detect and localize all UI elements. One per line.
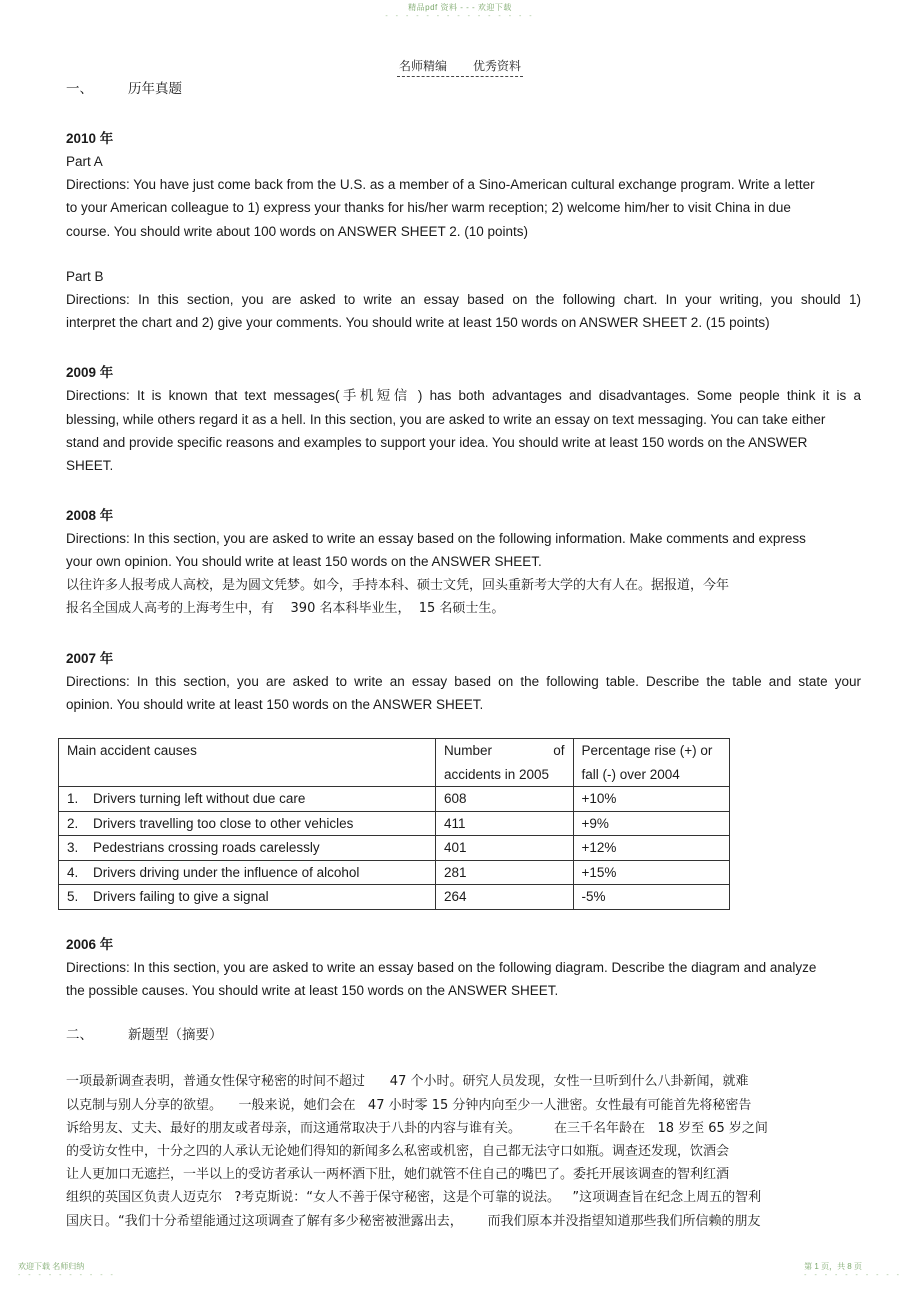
table-row — [59, 885, 730, 910]
row-number: 5. — [67, 889, 79, 905]
2007-line-2: opinion. You should write at least 150 words on the ANSWER SHEET. — [66, 697, 484, 713]
header-right: 优秀资料 — [473, 59, 522, 73]
page-number: 第 1 页，共 8 页 — [804, 1262, 862, 1271]
row-percentage: +10% — [573, 787, 730, 812]
2010-a-line-1: Directions: You have just come back from the U.S. as a member of a Sino-American cultural exchange program. Write a letter — [66, 177, 815, 193]
2006-line-1: Directions: In this section, you are asked to write an essay based on the following diagram. Describe the diagram and analyze — [66, 959, 817, 975]
row-number: 2. — [67, 815, 79, 831]
row-number: 4. — [67, 864, 79, 880]
2009-line-2: blessing, while others regard it as a hell. In this section, you are asked to write an essay on text messaging. You can take either — [66, 411, 826, 427]
section-2-heading — [66, 1024, 861, 1046]
footer-left-dots: - - - - - - - - - - — [18, 1272, 116, 1279]
2010-a-line-2: to your American colleague to 1) express your thanks for his/her warm reception; 2) welcome him/her to visit China in due — [66, 200, 791, 216]
row-percentage: -5% — [573, 885, 730, 910]
row-accidents: 281 — [435, 860, 573, 885]
table-row — [59, 787, 730, 812]
section-2-number: 二、 — [66, 1027, 93, 1043]
section-1-number: 一、 — [66, 81, 93, 96]
year-2007-heading: 2007 年 — [66, 651, 114, 667]
row-number: 3. — [67, 840, 79, 856]
header-percentage-line-2: fall (-) over 2004 — [581, 766, 680, 782]
header-percentage-line-1: Percentage rise (+) or — [581, 743, 713, 759]
2006-line-2: the possible causes. You should write at least 150 words on the ANSWER SHEET. — [66, 983, 559, 999]
year-2006-heading: 2006 年 — [66, 936, 114, 952]
header-left: 名师精编 — [398, 59, 447, 73]
banner-dots: - - - - - - - - - - - - - - - — [385, 13, 535, 20]
row-percentage: +9% — [573, 811, 730, 836]
2008-line-2: your own opinion. You should write at least 150 words on the ANSWER SHEET. — [66, 554, 542, 570]
passage-line-2: 以克制与别人分享的欲望。 一般来说，她们会在 47 小时零 15 分钟内向至少一人泄密。女性最有可能首先将秘密告 — [66, 1097, 752, 1113]
footer-left — [18, 1261, 116, 1279]
2008-line-4: 报名全国成人高考的上海考生中，有 390 名本科毕业生， 15 名硕士生。 — [66, 600, 505, 616]
part-b-label: Part B — [66, 268, 104, 284]
passage-line-3: 诉给男友、丈夫、最好的朋友或者母亲，而这通常取决于八卦的内容与谁有关。 在三千名年龄在 18 岁至 65 岁之间 — [66, 1120, 768, 1136]
table-header-row — [59, 739, 730, 787]
2008-line-1: Directions: In this section, you are asked to write an essay based on the following information. Make comments and express — [66, 531, 806, 547]
page-header — [0, 57, 920, 77]
part-a-label: Part A — [66, 154, 103, 169]
footer-right-dots: - - - - - - - - - - — [804, 1272, 902, 1279]
header-cause: Main accident causes — [59, 739, 436, 787]
footer-left-text: 欢迎下载 名师归纳 — [18, 1262, 85, 1271]
year-2010-heading: 2010 年 — [66, 131, 114, 146]
footer-right — [804, 1261, 902, 1279]
row-percentage: +15% — [573, 860, 730, 885]
row-cause: Drivers travelling too close to other vehicles — [93, 815, 354, 831]
header-percentage — [573, 739, 730, 787]
table-row — [59, 860, 730, 885]
row-accidents: 608 — [435, 787, 573, 812]
passage-line-5: 让人更加口无遮拦，一半以上的受访者承认一两杯酒下肚，她们就管不住自己的嘴巴了。委托开展该调查的智利红酒 — [66, 1167, 730, 1183]
2010-a-line-3: course. You should write about 100 words on ANSWER SHEET 2. (10 points) — [66, 223, 528, 239]
header-number-of: of — [553, 743, 565, 759]
row-cause: Pedestrians crossing roads carelessly — [93, 840, 320, 856]
year-2008-heading: 2008 年 — [66, 508, 114, 524]
row-percentage: +12% — [573, 836, 730, 861]
passage-line-6: 组织的英国区负责人迈克尔 ?考克斯说：“女人不善于保守秘密，这是个可靠的说法。 ”这项调查旨在纪念上周五的智利 — [66, 1190, 762, 1206]
row-accidents: 264 — [435, 885, 573, 910]
banner-text: 精品pdf 资料 - - - 欢迎下载 — [408, 3, 512, 12]
row-cause: Drivers driving under the influence of alcohol — [93, 864, 360, 880]
passage-line-7: 国庆日。“我们十分希望能通过这项调查了解有多少秘密被泄露出去， 而我们原本并没指望知道那些我们所信赖的朋友 — [66, 1213, 761, 1229]
2009-line-3: stand and provide specific reasons and examples to support your idea. You should write at least 150 words on the ANSWER — [66, 434, 808, 450]
row-accidents: 411 — [435, 811, 573, 836]
header-number-word: Number — [443, 743, 492, 759]
table-row — [59, 836, 730, 861]
row-number: 1. — [67, 791, 79, 807]
passage-line-1: 一项最新调查表明，普通女性保守秘密的时间不超过 47 个小时。研究人员发现，女性一旦听到什么八卦新闻，就难 — [66, 1074, 749, 1090]
top-banner — [0, 2, 920, 20]
year-2009-heading: 2009 年 — [66, 365, 114, 381]
section-1-title: 历年真题 — [128, 81, 182, 96]
section-2-title: 新题型（摘要） — [128, 1027, 223, 1043]
row-accidents: 401 — [435, 836, 573, 861]
header-number — [435, 739, 573, 787]
2010-b-line-1: Directions: In this section, you are asked to write an essay based on the following chart. In your writing, you should 1) — [66, 292, 861, 308]
header-number-line-2: accidents in 2005 — [443, 766, 550, 782]
passage-line-4: 的受访女性中，十分之四的人承认无论她们得知的新闻多么私密或机密，自己都无法守口如瓶。调查还发现，饮酒会 — [66, 1143, 730, 1159]
document-body — [66, 76, 861, 1233]
2007-line-1: Directions: In this section, you are asked to write an essay based on the following table. Describe the table and state your — [66, 674, 861, 690]
table-row — [59, 811, 730, 836]
row-cause: Drivers turning left without due care — [93, 791, 306, 807]
section-1-heading — [66, 78, 861, 100]
row-cause: Drivers failing to give a signal — [93, 889, 269, 905]
2009-line-4: SHEET. — [66, 458, 114, 474]
2009-line-1: Directions: It is known that text messages(手机短信 ) has both advantages and disadvantages. Some people think it is a — [66, 388, 861, 404]
2010-b-line-2: interpret the chart and 2) give your comments. You should write at least 150 words on ANSWER SHEET 2. (15 points) — [66, 315, 770, 331]
accident-table — [58, 738, 730, 910]
2008-line-3: 以往许多人报考成人高校，是为圆文凭梦。如今，手持本科、硕士文凭，回头重新考大学的大有人在。据报道，今年 — [66, 577, 730, 593]
